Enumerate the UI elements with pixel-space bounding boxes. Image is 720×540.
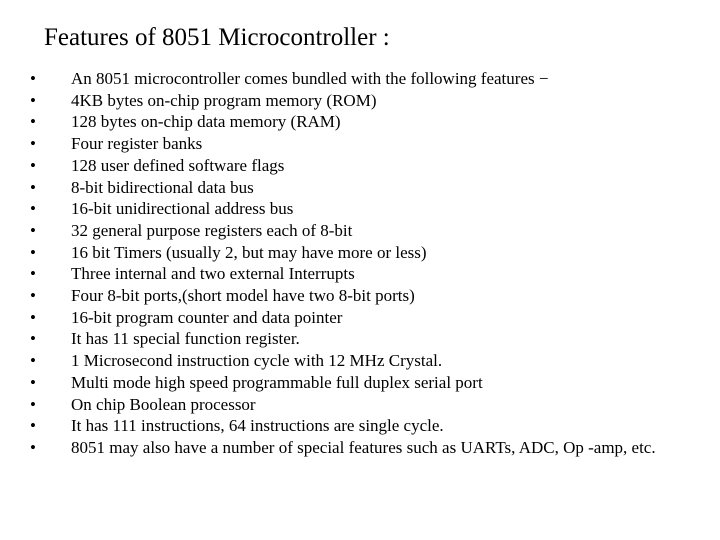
bullet-icon: • xyxy=(30,112,36,132)
list-item-text: 8051 may also have a number of special features such as UARTs, ADC, Op -amp, etc. xyxy=(71,437,656,457)
bullet-icon: • xyxy=(30,372,36,392)
list-item-text: Four register banks xyxy=(71,134,203,154)
list-item xyxy=(30,285,700,307)
list-item xyxy=(30,155,700,177)
list-item-text: Three internal and two external Interrupts xyxy=(71,264,355,284)
list-item xyxy=(30,242,700,264)
bullet-icon: • xyxy=(30,437,36,457)
bullet-icon: • xyxy=(30,286,36,306)
list-item xyxy=(30,111,700,133)
list-item-text: It has 111 instructions, 64 instructions are single cycle. xyxy=(71,416,444,436)
bullet-icon: • xyxy=(30,416,36,436)
list-item-text: An 8051 microcontroller comes bundled with the following features − xyxy=(71,69,549,88)
list-item xyxy=(30,90,700,112)
bullet-icon: • xyxy=(30,242,36,262)
bullet-icon: • xyxy=(30,394,36,414)
list-item-text: On chip Boolean processor xyxy=(71,394,256,414)
bullet-icon: • xyxy=(30,351,36,371)
bullet-icon: • xyxy=(30,90,36,110)
bullet-icon: • xyxy=(30,307,36,327)
list-item-text: 8-bit bidirectional data bus xyxy=(71,177,254,197)
bullet-icon: • xyxy=(30,264,36,284)
list-item xyxy=(30,198,700,220)
list-item xyxy=(30,372,700,394)
list-item-text: 128 bytes on-chip data memory (RAM) xyxy=(71,112,341,132)
list-item-text: 128 user defined software flags xyxy=(71,155,285,175)
bullet-icon: • xyxy=(30,220,36,240)
slide-title: Features of 8051 Microcontroller : xyxy=(44,24,390,51)
list-item-text: 16-bit program counter and data pointer xyxy=(71,307,343,327)
list-item-text: Four 8-bit ports,(short model have two 8-bit ports) xyxy=(71,286,415,306)
bullet-icon: • xyxy=(30,69,36,88)
bullet-icon: • xyxy=(30,155,36,175)
list-item xyxy=(30,263,700,285)
list-item-text: It has 11 special function register. xyxy=(71,329,300,349)
list-item xyxy=(30,328,700,350)
list-item-text: 32 general purpose registers each of 8-bit xyxy=(71,220,353,240)
list-item xyxy=(30,415,700,437)
list-item xyxy=(30,437,700,459)
list-item-text: Multi mode high speed programmable full duplex serial port xyxy=(71,372,483,392)
bullet-icon: • xyxy=(30,329,36,349)
list-item-text: 16-bit unidirectional address bus xyxy=(71,199,294,219)
list-item-text: 1 Microsecond instruction cycle with 12 MHz Crystal. xyxy=(71,351,443,371)
list-item xyxy=(30,350,700,372)
list-item xyxy=(30,68,700,90)
list-item xyxy=(30,307,700,329)
bullet-icon: • xyxy=(30,134,36,154)
list-item xyxy=(30,133,700,155)
list-item xyxy=(30,394,700,416)
bullet-icon: • xyxy=(30,199,36,219)
feature-list xyxy=(30,68,700,459)
list-item-text: 4KB bytes on-chip program memory (ROM) xyxy=(71,90,377,110)
list-item-text: 16 bit Timers (usually 2, but may have more or less) xyxy=(71,242,427,262)
list-item xyxy=(30,220,700,242)
bullet-icon: • xyxy=(30,177,36,197)
list-item xyxy=(30,177,700,199)
